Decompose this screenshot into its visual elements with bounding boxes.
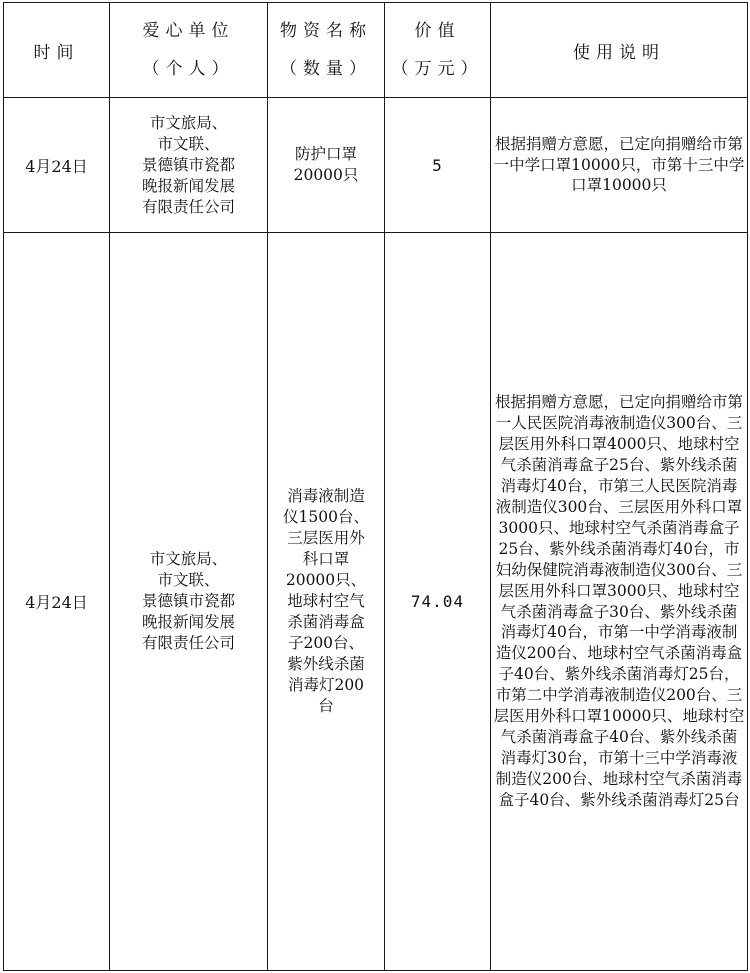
header-donor-label: 爱心单位 [142,21,235,41]
item-line: 杀菌消毒盒 [287,613,365,631]
value-amount: 5 [432,155,443,175]
row-item [268,98,385,233]
item-line: 台 [318,697,334,715]
item-line: 消毒液制造 [287,487,365,505]
row-value [385,98,491,233]
header-donor-sublabel: （个人） [142,59,235,79]
header-value-label: 价值 [414,21,461,41]
item-line: 20000只 [293,166,359,184]
donor-line: 有限责任公司 [141,197,235,216]
date-value: 4月24日 [25,593,88,612]
donor-line: 市文联、 [157,571,220,589]
header-item-sublabel: （数量） [280,59,372,79]
header-value-sublabel: （万元） [391,59,484,79]
header-row [4,3,748,98]
row-item [268,233,385,971]
value-amount: 74.04 [410,592,465,611]
donor-line: 有限责任公司 [141,634,235,652]
row-donor [110,233,268,971]
row-value [385,233,491,971]
donor-line: 晚报新闻发展 [141,176,235,195]
item-line: 子200台、 [287,634,365,652]
donor-line: 晚报新闻发展 [141,613,235,631]
row-usage [491,233,748,971]
donor-line: 市文旅局、 [149,550,228,568]
row-donor [110,98,268,233]
item-line: 地球村空气 [287,592,365,610]
date-value: 4月24日 [25,156,88,176]
table-row [4,233,748,971]
row-date [4,98,110,233]
donor-line: 景德镇市瓷都 [141,155,235,174]
header-time-label: 时间 [33,42,80,63]
item-line: 科口罩 [302,550,350,568]
item-line: 仪1500台、 [283,508,369,526]
usage-text: 根据捐赠方意愿，已定向捐赠给市第一中学口罩10000只，市第十三中学口罩10000只 [493,134,745,195]
header-donor [110,3,268,98]
header-time [4,3,110,98]
header-usage [491,3,748,98]
header-item-label: 物资名称 [280,21,372,41]
header-value [385,3,491,98]
item-line: 20000只、 [285,571,367,589]
usage-text: 根据捐赠方意愿，已定向捐赠给市第一人民医院消毒液制造仪300台、三层医用外科口罩4000只、地球村空气杀菌消毒盒子25台、紫外线杀菌消毒灯40台，市第三人民医院消毒液制造仪300台、三层医用外科口罩3000只、地球村空气杀菌消毒盒子25台、紫外线杀菌消毒灯40台，市妇幼保健院消毒液制造仪300台、三层医用外科口罩3000只、地球村空气杀菌消毒盒子30台、紫外线杀菌消毒灯40台，市第一中学消毒液制造仪200台、地球村空气杀菌消毒盒子40台、紫外线杀菌消毒灯25台，市第二中学消毒液制造仪200台、三层医用外科口罩10000只、地球村空气杀菌消毒盒子40台、紫外线杀菌消毒灯30台，市第十三中学消毒液制造仪200台、地球村空气杀菌消毒盒子40台、紫外线杀菌消毒灯25台 [493,393,745,809]
item-line: 紫外线杀菌 [287,655,365,673]
item-line: 三层医用外 [287,529,365,547]
item-line: 消毒灯200 [287,676,365,694]
row-usage [491,98,748,233]
donation-table [3,2,748,971]
header-item [268,3,385,98]
donor-line: 景德镇市瓷都 [141,592,235,610]
table-row [4,98,748,233]
row-date [4,233,110,971]
header-usage-label: 使用说明 [573,42,665,63]
donor-line: 市文旅局、 [149,113,228,132]
donor-line: 市文联、 [157,134,220,153]
item-line: 防护口罩 [294,145,357,163]
